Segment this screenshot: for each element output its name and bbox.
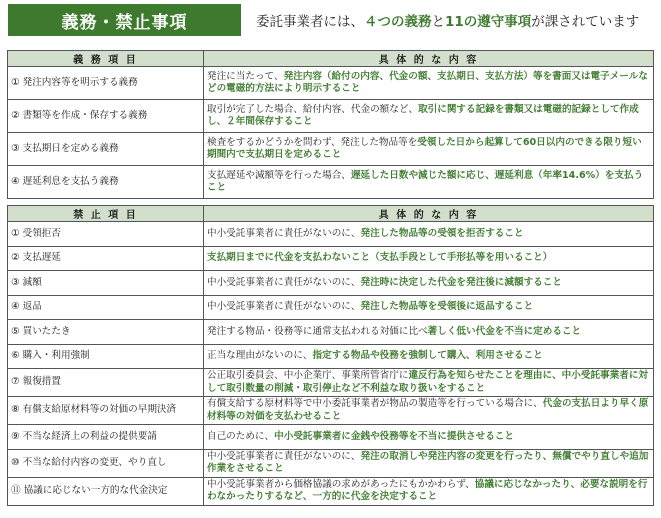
subtitle-prohibitions-count: 11の遵守事項	[445, 14, 532, 30]
description-cell	[204, 449, 654, 477]
item-label: 支払期日を定める義務	[22, 142, 119, 154]
item-label: 発注内容等を明示する義務	[22, 76, 138, 88]
page-header	[0, 0, 661, 40]
description-highlight: 代金の支払日より早く原材料等の対価を支払わせること	[207, 398, 649, 422]
prohibition-row	[8, 344, 654, 369]
obligation-row	[8, 166, 654, 199]
description-cell	[204, 295, 654, 320]
item-number: ④	[11, 301, 20, 312]
description-highlight: 発注の取消しや発注内容の変更を行ったり、無償でやり直しや追加作業をさせること	[207, 450, 649, 474]
description-cell	[204, 369, 654, 397]
description-text: 有償支給する原材料等で中小委託事業者が物品の製造等を行っている場合に、	[207, 398, 543, 409]
description-text: 発注に当たって、	[207, 70, 284, 82]
obligation-row	[8, 100, 654, 133]
item-cell	[8, 222, 204, 247]
description-highlight: 発注した物品等を受領後に返品すること	[360, 301, 534, 312]
item-number: ⑦	[11, 376, 20, 388]
prohibitions-table	[7, 205, 654, 506]
description-text: 中小受託事業者から価格協議の求めがあったにもかかわらず、	[207, 478, 475, 490]
description-highlight: 発注時に決定した代金を発注後に減額すること	[360, 276, 562, 288]
description-highlight: 中小受託事業者に金銭や役務等を不当に提供させること	[274, 430, 514, 442]
item-cell	[8, 397, 204, 425]
subtitle-text: 委託事業者には、	[256, 14, 364, 30]
description-text: 公正取引委員会、中小企業庁、事業所管省庁に	[207, 370, 409, 381]
item-cell	[8, 369, 204, 397]
prohibitions-col-desc: 具 体 的 な 内 容	[204, 206, 654, 222]
description-text: 取引が完了した場合、給付内容、代金の額など、	[207, 103, 419, 115]
obligations-col-desc: 具 体 的 な 内 容	[204, 51, 654, 67]
item-number: ③	[11, 142, 20, 154]
item-number: ⑨	[11, 430, 20, 442]
item-number: ①	[11, 227, 20, 239]
description-cell	[204, 100, 654, 133]
description-cell	[204, 222, 654, 247]
item-number: ②	[11, 252, 20, 263]
description-highlight: 取引に関する記録を書類又は電磁的記録として作成し、２年間保存すること	[207, 103, 639, 127]
item-number: ③	[11, 276, 20, 288]
description-cell	[204, 166, 654, 199]
prohibition-row	[8, 271, 654, 296]
prohibitions-col-item: 禁 止 項 目	[8, 206, 204, 222]
subtitle-text: が課されています	[531, 14, 640, 30]
item-number: ⑧	[11, 404, 20, 416]
obligation-row	[8, 133, 654, 166]
description-highlight: 発注内容（給付の内容、代金の額、支払期日、支払方法）等を書面又は電子メールなどの電磁的方法により明示すること	[207, 70, 648, 94]
description-text: 中小受託事業者に責任がないのに、	[207, 301, 361, 312]
item-cell	[8, 67, 204, 100]
description-cell	[204, 425, 654, 450]
description-text: 中小受託事業者に責任がないのに、	[207, 276, 361, 288]
page-title: 義務・禁止事項	[8, 4, 241, 36]
item-label: 減額	[22, 276, 42, 288]
description-highlight: 著しく低い代金を不当に定めること	[427, 325, 582, 337]
description-text: 正当な理由がないのに、	[207, 350, 313, 361]
item-label: 協議に応じない一方的な代金決定	[23, 484, 168, 496]
item-number: ⑪	[11, 484, 21, 496]
item-cell	[8, 271, 204, 296]
description-cell	[204, 344, 654, 369]
item-cell	[8, 295, 204, 320]
item-label: 不当な経済上の利益の提供要請	[22, 430, 157, 442]
item-number: ②	[11, 109, 20, 121]
description-cell	[204, 397, 654, 425]
prohibition-row	[8, 369, 654, 397]
item-label: 返品	[22, 301, 42, 312]
item-number: ④	[11, 175, 20, 187]
description-highlight: 遅延した日数や減じた額に応じ、遅延利息（年率14.6%）を支払うこと	[207, 169, 644, 193]
item-label: 不当な給付内容の変更、やり直し	[22, 456, 167, 468]
item-label: 報復措置	[22, 376, 61, 388]
description-cell	[204, 477, 654, 505]
prohibition-row	[8, 449, 654, 477]
description-highlight: 違反行為を知らせたことを理由に、中小受託事業者に対して取引数量の削減・取引停止など不利益な取り扱いをすること	[207, 370, 649, 394]
description-text: 中小受託事業者に責任がないのに、	[207, 227, 361, 239]
description-text: 支払遅延や減額等を行った場合、	[207, 169, 351, 181]
description-highlight: 発注した物品等の受領を拒否すること	[360, 227, 524, 239]
description-text: 中小受託事業者に責任がないのに、	[207, 450, 361, 462]
prohibition-row	[8, 295, 654, 320]
description-cell	[204, 133, 654, 166]
item-label: 遅延利息を支払う義務	[22, 175, 119, 187]
description-text: 検査をするかどうかを問わず、発注した物品等を	[207, 136, 418, 148]
item-cell	[8, 425, 204, 450]
item-cell	[8, 246, 204, 271]
page-subtitle	[256, 10, 639, 30]
description-cell	[204, 320, 654, 345]
description-cell	[204, 67, 654, 100]
item-label: 購入・利用強制	[22, 350, 90, 361]
item-cell	[8, 477, 204, 505]
prohibition-row	[8, 477, 654, 505]
description-highlight: 支払期日までに代金を支払わないこと（支払手段として手形払等を用いること）	[207, 252, 553, 263]
item-cell	[8, 166, 204, 199]
obligation-row	[8, 67, 654, 100]
item-label: 受領拒否	[22, 227, 61, 239]
prohibition-row	[8, 222, 654, 247]
item-label: 書類等を作成・保存する義務	[22, 109, 148, 121]
description-highlight: 受領した日から起算して60日以内のできる限り短い期間内で支払期日を定めること	[207, 136, 642, 160]
prohibition-row	[8, 246, 654, 271]
item-cell	[8, 100, 204, 133]
description-highlight: 指定する物品や役務を強制して購入、利用させること	[312, 350, 543, 361]
item-number: ⑩	[11, 456, 20, 468]
item-label: 支払遅延	[22, 252, 61, 263]
item-label: 有償支給原材料等の対価の早期決済	[22, 404, 177, 416]
description-cell	[204, 271, 654, 296]
description-cell	[204, 246, 654, 271]
obligations-table	[7, 50, 654, 199]
description-text: 発注する物品・役務等に通常支払われる対価に比べ	[207, 325, 428, 337]
item-number: ⑥	[11, 350, 20, 361]
item-cell	[8, 344, 204, 369]
prohibition-row	[8, 320, 654, 345]
subtitle-obligations-count: ４つの義務	[364, 14, 432, 30]
item-cell	[8, 133, 204, 166]
item-cell	[8, 320, 204, 345]
obligations-col-item: 義 務 項 目	[8, 51, 204, 67]
prohibition-row	[8, 397, 654, 425]
prohibition-row	[8, 425, 654, 450]
item-number: ⑤	[11, 325, 20, 337]
item-label: 買いたたき	[22, 325, 71, 337]
subtitle-text: と	[431, 14, 445, 30]
item-number: ①	[11, 76, 20, 88]
description-highlight: 協議に応じなかったり、必要な説明を行わなかったりするなど、一方的に代金を決定すること	[207, 478, 648, 502]
item-cell	[8, 449, 204, 477]
description-text: 自己のために、	[207, 430, 275, 442]
